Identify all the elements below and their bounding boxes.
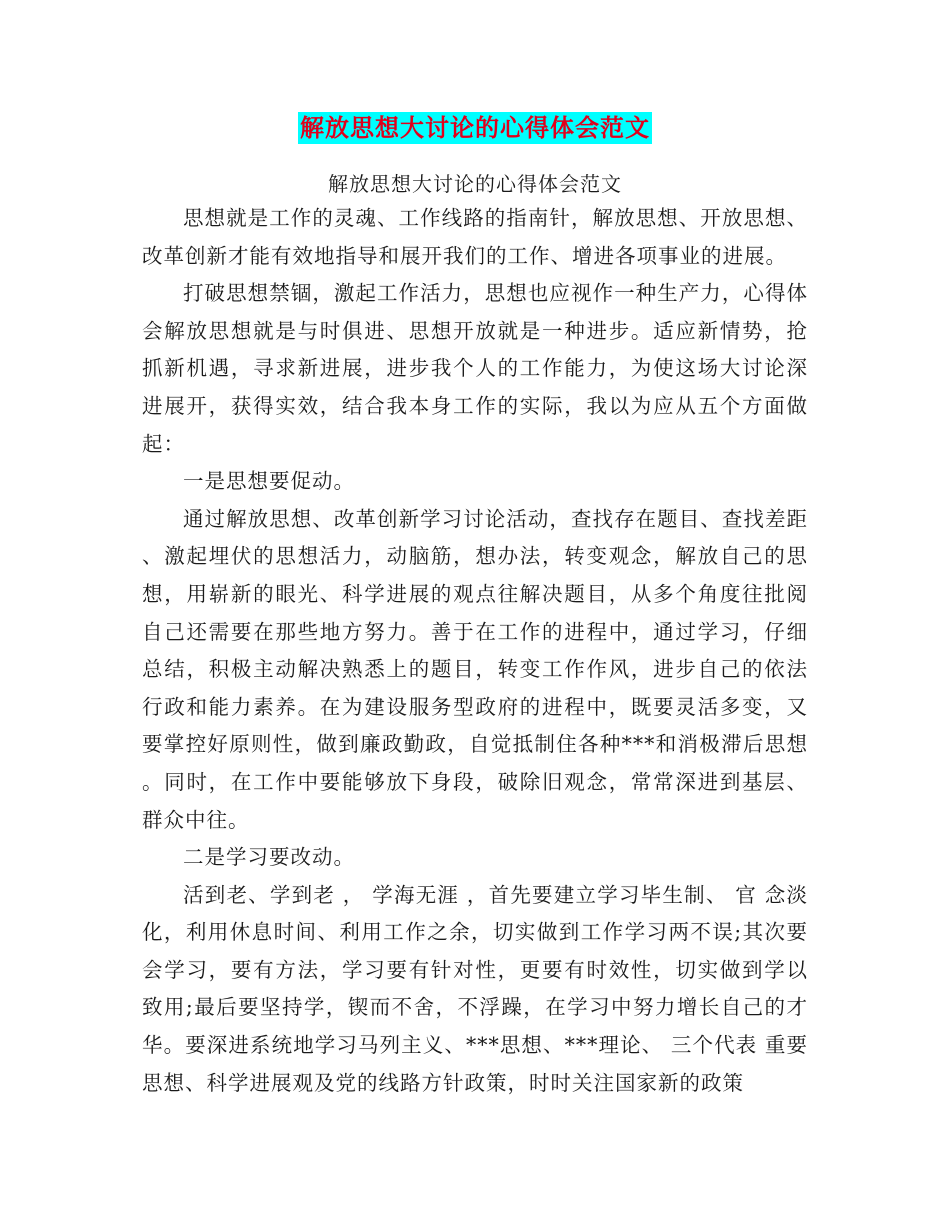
document-subtitle: 解放思想大讨论的心得体会范文 [328, 172, 622, 196]
title-row [0, 112, 950, 144]
document-title: 解放思想大讨论的心得体会范文 [300, 114, 650, 142]
paragraph: 思想就是工作的灵魂、工作线路的指南针，解放思想、开放思想、改革创新才能有效地指导和展开我们的工作、增进各项事业的进展。 [142, 206, 808, 268]
section-heading: 二是学习要改动。 [183, 845, 355, 870]
paragraph: 通过解放思想、改革创新学习讨论活动，查找存在题目、查找差距、激起埋伏的思想活力，动脑筋，想办法，转变观念，解放自己的思想，用崭新的眼光、科学进展的观点往解决题目，从多个角度往批阅自己还需要在那些地方努力。善于在工作的进程中，通过学习，仔细总结，积极主动解决熟悉上的题目，转变工作作风，进步自己的依法行政和能力素养。在为建设服务型政府的进程中，既要灵活多变，又要掌控好原则性，做到廉政勤政，自觉抵制住各种***和消极滞后思想。同时，在工作中要能够放下身段，破除旧观念，常常深进到基层、群众中往。 [142, 506, 808, 832]
section-heading: 一是思想要促动。 [183, 469, 355, 494]
document-body [142, 200, 808, 1102]
paragraph: 打破思想禁锢，激起工作活力，思想也应视作一种生产力，心得体会解放思想就是与时俱进、思想开放就是一种进步。适应新情势，抢抓新机遇，寻求新进展，进步我个人的工作能力，为使这场大讨论深进展开，获得实效，结合我本身工作的实际，我以为应从五个方面做起： [142, 281, 808, 456]
paragraph: 活到老、学到老 ， 学海无涯 ，首先要建立学习毕生制、 官 念淡化，利用休息时间、利用工作之余，切实做到工作学习两不误;其次要会学习，要有方法，学习要有针对性，更要有时效性，切实做到学以致用;最后要坚持学，锲而不舍，不浮躁，在学习中努力增长自己的才华。要深进系统地学习马列主义、***思想、***理论、 三个代表 重要思想、科学进展观及党的线路方针政策，时时关注国家新的政策 [142, 882, 808, 1095]
